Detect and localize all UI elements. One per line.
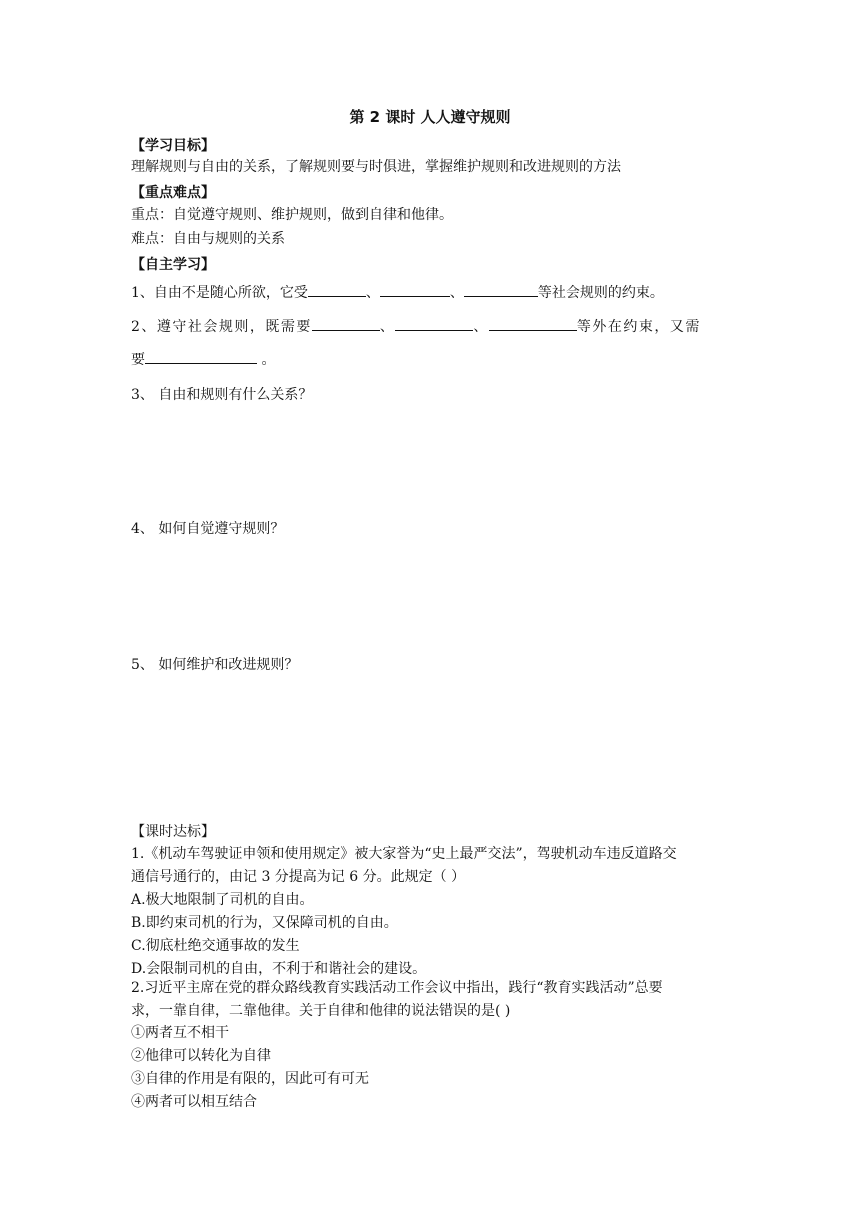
q2-blank-4[interactable]: [145, 349, 257, 364]
q2-line2-suffix: 。: [257, 352, 276, 368]
practice-q2-option-1: ①两者互不相干: [131, 1025, 229, 1041]
goal-text: 理解规则与自由的关系，了解规则要与时俱进，掌握维护规则和改进规则的方法: [131, 159, 621, 175]
key-point: 重点：自觉遵守规则、维护规则，做到自律和他律。: [131, 207, 453, 223]
q2-blank-1[interactable]: [312, 316, 380, 331]
q1-blank-2[interactable]: [380, 282, 450, 297]
q1-sep-1: 、: [365, 285, 380, 301]
self-study-q4: 4、 如何自觉遵守规则？: [131, 521, 285, 537]
key-heading: 【重点难点】: [131, 185, 215, 201]
q2-sep-2: 、: [473, 319, 489, 335]
q1-blank-1[interactable]: [308, 282, 366, 297]
self-study-q2-line2: [131, 349, 275, 369]
q1-blank-3[interactable]: [464, 282, 538, 297]
practice-q1-option-d: D.会限制司机的自由，不利于和谐社会的建设。: [131, 961, 427, 977]
practice-q2-line2: 求，一靠自律，二靠他律。关于自律和他律的说法错误的是( ): [131, 1003, 511, 1019]
self-study-q5: 5、 如何维护和改进规则？: [131, 657, 299, 673]
self-study-q3: 3、 自由和规则有什么关系？: [131, 387, 313, 403]
practice-q1-line1: 1.《机动车驾驶证申领和使用规定》被大家誉为“史上最严交法”，驾驶机动车违反道路交: [131, 846, 677, 862]
practice-q2-option-2: ②他律可以转化为自律: [131, 1048, 271, 1064]
q1-suffix: 等社会规则的约束。: [537, 285, 664, 301]
q2-suffix: 等外在约束，又需: [576, 319, 701, 335]
difficult-point: 难点：自由与规则的关系: [131, 231, 285, 247]
practice-q1-option-c: C.彻底杜绝交通事故的发生: [131, 938, 300, 954]
practice-q2-line1: 2.习近平主席在党的群众路线教育实践活动工作会议中指出，践行“教育实践活动”总要: [131, 980, 663, 996]
practice-q1-line2: 通信号通行的，由记 3 分提高为记 6 分。此规定（ ）: [131, 869, 466, 885]
q1-prefix: 1、自由不是随心所欲，它受: [131, 285, 308, 301]
self-study-q2: [131, 316, 701, 336]
q2-prefix: 2、遵守社会规则，既需要: [131, 319, 312, 335]
q2-sep-1: 、: [379, 319, 396, 335]
self-study-q1: [131, 282, 664, 302]
q2-blank-3[interactable]: [489, 316, 577, 331]
practice-q1-option-b: B.即约束司机的行为，又保障司机的自由。: [131, 915, 398, 931]
q2-blank-2[interactable]: [395, 316, 473, 331]
practice-q2-option-3: ③自律的作用是有限的，因此可有可无: [131, 1071, 369, 1087]
self-study-heading: 【自主学习】: [131, 257, 215, 273]
practice-q2-option-4: ④两者可以相互结合: [131, 1094, 257, 1110]
goal-heading: 【学习目标】: [131, 138, 215, 154]
practice-q1-option-a: A.极大地限制了司机的自由。: [131, 892, 314, 908]
practice-heading: 【课时达标】: [131, 824, 215, 840]
q1-sep-2: 、: [449, 285, 464, 301]
q2-line2-prefix: 要: [131, 352, 145, 368]
page-title: 第 2 课时 人人遵守规则: [349, 108, 511, 126]
